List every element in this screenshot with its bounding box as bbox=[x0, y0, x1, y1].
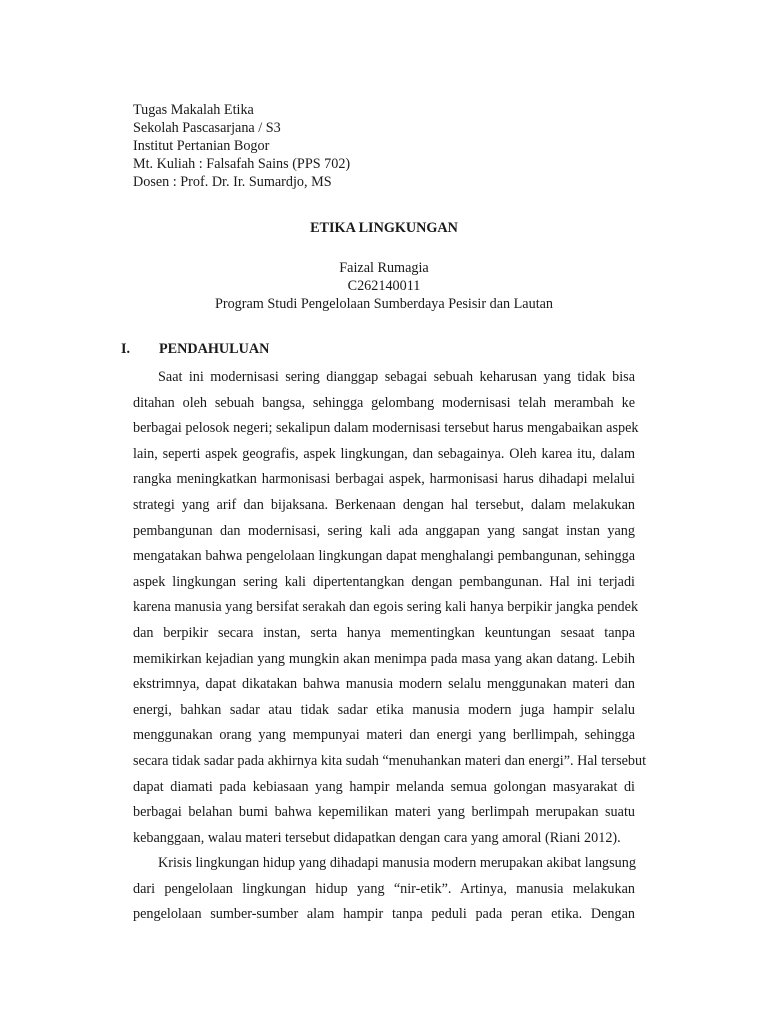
paragraph-line: Krisis lingkungan hidup yang dihadapi manusia modern merupakan akibat langsung bbox=[158, 855, 636, 872]
paragraph-line: pengelolaan sumber-sumber alam hampir tanpa peduli pada peran etika. Dengan bbox=[133, 906, 635, 923]
section-number: I. bbox=[121, 341, 131, 357]
paragraph-line: strategi yang arif dan bijaksana. Berkenaan dengan hal tersebut, dalam melakukan bbox=[133, 496, 635, 513]
paragraph-2 bbox=[133, 851, 635, 928]
paragraph-line: menggunakan orang yang mempunyai materi dan energi yang berllimpah, sehingga bbox=[133, 727, 635, 744]
paragraph-line: ditahan oleh sebuah bangsa, sehingga gelombang modernisasi telah merambah ke bbox=[133, 394, 635, 411]
header-line-course: Mt. Kuliah : Falsafah Sains (PPS 702) bbox=[133, 156, 351, 172]
document-title: ETIKA LINGKUNGAN bbox=[310, 220, 458, 236]
paragraph-line: dan berpikir secara instan, serta hanya mementingkan keuntungan sesaat tanpa bbox=[133, 624, 635, 641]
paragraph-line: mengatakan bahwa pengelolaan lingkungan dapat menghalangi pembangunan, sehingga bbox=[133, 548, 635, 565]
paragraph-line: lain, seperti aspek geografis, aspek lingkungan, dan sebagainya. Oleh karea itu, dalam bbox=[133, 445, 635, 462]
header-line-assignment: Tugas Makalah Etika bbox=[133, 102, 254, 118]
paragraph-line: ekstrimnya, dapat dikatakan bahwa manusia modern selalu menggunakan materi dan bbox=[133, 676, 635, 693]
section-heading bbox=[121, 340, 269, 358]
header-line-school: Sekolah Pascasarjana / S3 bbox=[133, 120, 281, 136]
paragraph-line: aspek lingkungan sering kali dipertentangkan dengan pembangunan. Hal ini terjadi bbox=[133, 573, 635, 590]
paragraph-line: Saat ini modernisasi sering dianggap sebagai sebuah keharusan yang tidak bisa bbox=[158, 369, 635, 385]
paragraph-line: dapat diamati pada kebiasaan yang hampir melanda semua golongan masyarakat di bbox=[133, 778, 635, 795]
paragraph-line: berbagai pelosok negeri; sekalipun dalam modernisasi tersebut harus mengabaikan aspek bbox=[133, 420, 639, 437]
author-program: Program Studi Pengelolaan Sumberdaya Pesisir dan Lautan bbox=[214, 296, 554, 312]
body-text bbox=[133, 365, 647, 928]
document-header bbox=[133, 101, 350, 191]
author-name: Faizal Rumagia bbox=[339, 260, 429, 276]
header-line-lecturer: Dosen : Prof. Dr. Ir. Sumardjo, MS bbox=[133, 174, 332, 190]
paragraph-line: karena manusia yang bersifat serakah dan egois sering kali hanya berpikir jangka pendek bbox=[133, 599, 639, 616]
author-id: C262140011 bbox=[347, 278, 421, 294]
paragraph-line: dari pengelolaan lingkungan hidup yang “nir-etik”. Artinya, manusia melakukan bbox=[133, 880, 635, 897]
paragraph-line: secara tidak sadar pada akhirnya kita sudah “menuhankan materi dan energi”. Hal tersebut bbox=[133, 752, 647, 769]
section-title: PENDAHULUAN bbox=[159, 341, 270, 357]
paragraph-line: energi, bahkan sadar atau tidak sadar etika manusia modern juga hampir selalu bbox=[133, 701, 635, 718]
paragraph-line: pembangunan dan modernisasi, sering kali ada anggapan yang sangat instan yang bbox=[133, 522, 635, 539]
paragraph-line: kebanggaan, walau materi tersebut didapatkan dengan cara yang amoral (Riani 2012). bbox=[133, 829, 621, 846]
paragraph-line: memikirkan kejadian yang mungkin akan menimpa pada masa yang akan datang. Lebih bbox=[133, 650, 635, 667]
paragraph-line: berbagai belahan bumi bahwa kepemilikan materi yang berlimpah merupakan suatu bbox=[133, 804, 635, 821]
header-line-institute: Institut Pertanian Bogor bbox=[133, 138, 270, 154]
paragraph-line: rangka meningkatkan harmonisasi berbagai aspek, harmonisasi harus dihadapi melalui bbox=[133, 471, 635, 488]
author-block bbox=[0, 259, 768, 313]
paragraph-1 bbox=[133, 365, 647, 851]
